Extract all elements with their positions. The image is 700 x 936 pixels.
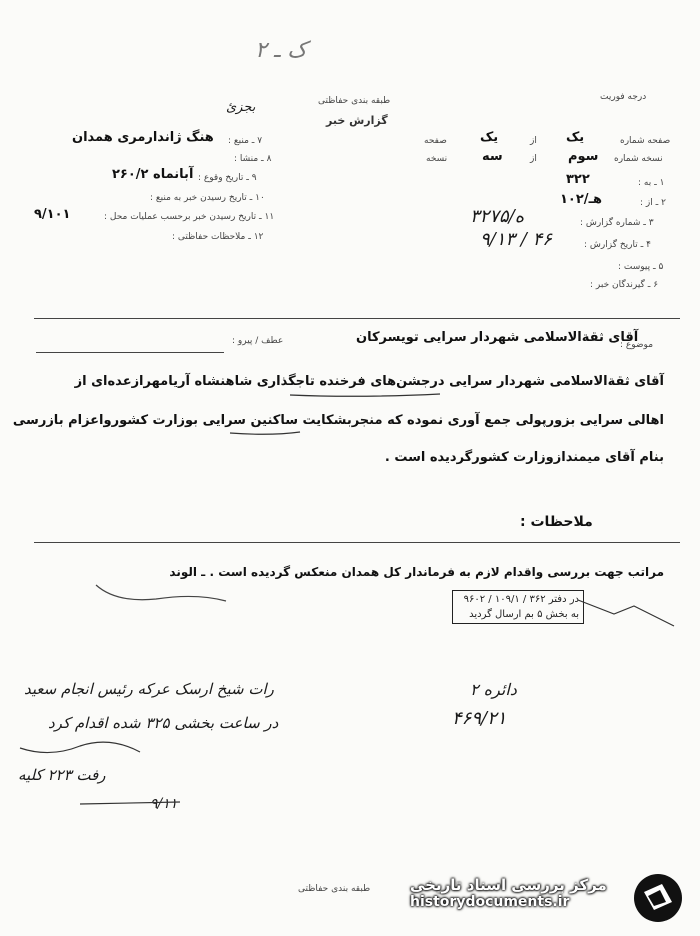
- body-line-3: بنام آقای میمندازوزارت کشورگردیده است .: [384, 450, 664, 465]
- report-date-value: ۹/۱۳ / ۴۶: [480, 229, 552, 250]
- page-number-value: یک: [566, 130, 585, 145]
- field-date-processed-value: ۹/۱۰۱: [34, 207, 71, 222]
- page-number-label: صفحه شماره: [620, 136, 671, 146]
- cc-label: ۲ ـ از :: [640, 198, 666, 208]
- stamp-line-1: در دفتر ۳۶۲ / ۱۰۹/۱ / ۹۶۰۲: [463, 594, 579, 605]
- page-of-value: یک: [480, 130, 499, 145]
- copy-suffix: نسخه: [426, 154, 448, 164]
- copy-of-label: از: [530, 154, 537, 164]
- copy-of-value: سه: [482, 149, 503, 164]
- copy-number-value: سوم: [568, 149, 599, 164]
- priority-label: درجه فوریت: [600, 92, 647, 102]
- classification-label: طبقه بندی حفاظتی: [318, 96, 391, 106]
- body-line-2: اهالی سرایی بزورپولی جمع آوری نموده که منجربشکایت ساکنین سرایی بوزارت کشورواعزام بازرسی: [12, 413, 664, 428]
- watermark-url: historydocuments.ir: [410, 894, 570, 910]
- subject-value: آقای ثقةالاسلامی شهردار سرایی تویسرکان: [356, 330, 639, 345]
- handwritten-date: ۹/۱۱: [150, 796, 178, 812]
- field-date-received-label: ۱۰ ـ تاریخ رسیدن خبر به منبع :: [150, 193, 265, 203]
- classification-value: بجزئ: [226, 100, 256, 115]
- report-date-label: ۴ ـ تاریخ گزارش :: [584, 240, 651, 250]
- stamp-line-2: به بخش ۵ بم ارسال گردید: [469, 609, 579, 620]
- footer-classification-label: طبقه بندی حفاظتی: [298, 884, 371, 894]
- handwritten-note-line-2: در ساعت بخشی ۳۲۵ شده اقدام کرد: [48, 714, 279, 732]
- page-of-label: از: [530, 136, 537, 146]
- body-line-1: آقای ثقةالاسلامی شهردار سرایی درجشن‌های فرخنده تاجگذاری شاهنشاه آریامهرازعده‌ای از: [74, 374, 664, 389]
- field-date-processed-label: ۱۱ ـ تاریخ رسیدن خبر برحسب عملیات محل :: [104, 212, 275, 222]
- top-scribble: ک ـ ۲: [255, 38, 307, 63]
- handwritten-note-line-3: رفت ۲۲۳ کلیه: [18, 766, 106, 784]
- watermark-title: مرکز بررسی اسناد تاریخی: [410, 876, 607, 894]
- copy-number-label: نسخه شماره: [614, 154, 663, 164]
- subject-label: موضوع :: [620, 340, 654, 350]
- field-date-occurred-value: آبانماه ۲۶۰/۲: [112, 167, 194, 182]
- notes-label: ملاحظات :: [520, 514, 593, 530]
- field-source-label: ۷ ـ منبع :: [228, 136, 263, 146]
- field-date-occurred-label: ۹ ـ تاریخ وقوع :: [198, 173, 257, 183]
- field-origin-label: ۸ ـ منشا :: [234, 154, 272, 164]
- to-value: ۳۲۲: [566, 172, 590, 187]
- report-number-label: ۳ ـ شماره گزارش :: [580, 218, 654, 228]
- form-title: گزارش خبر: [326, 114, 388, 127]
- notes-text: مراتب جهت بررسی واقدام لازم به فرماندار کل همدان منعکس گردیده است . ـ الوند: [169, 565, 664, 579]
- recipients-label: ۶ ـ گیرندگان خبر :: [590, 280, 659, 290]
- archive-logo-icon: [628, 870, 688, 926]
- page-suffix: صفحه: [424, 136, 447, 146]
- reference-label: عطف / پیرو :: [232, 336, 284, 346]
- handwritten-office: دائره ۲: [470, 680, 517, 699]
- handwritten-note-line-1: رات شیخ ارسک عرکه رئیس انجام سعید: [24, 680, 274, 698]
- field-source-value: هنگ ژاندارمری همدان: [72, 130, 214, 145]
- to-label: ۱ ـ به :: [638, 178, 665, 188]
- report-number-value: ۳۲۷۵/ه: [470, 206, 525, 227]
- attachment-label: ۵ ـ پیوست :: [618, 262, 664, 272]
- handwritten-number: ۴۶۹/۲۱: [452, 708, 507, 729]
- cc-value: ۱۰۲/هـ: [560, 192, 603, 207]
- watermark: [410, 876, 607, 910]
- field-security-notes-label: ۱۲ ـ ملاحظات حفاظتی :: [172, 232, 264, 242]
